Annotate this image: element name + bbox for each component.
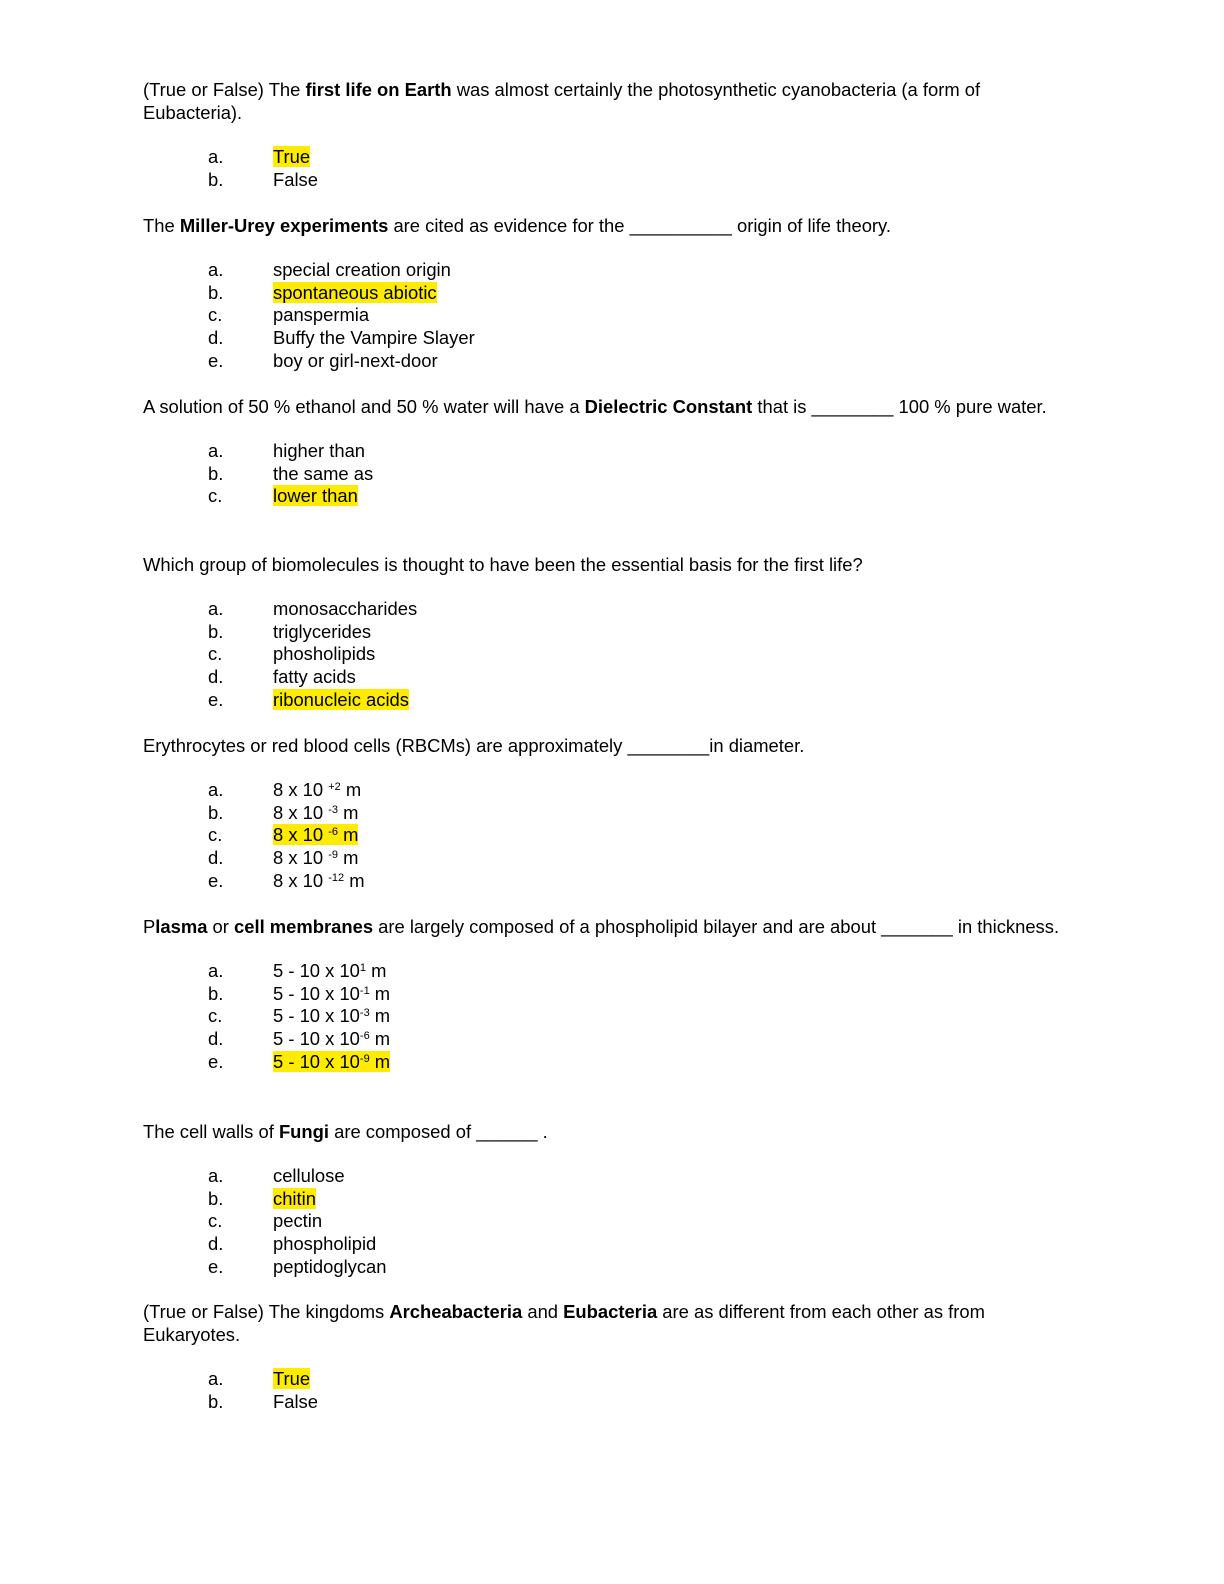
answer-option — [143, 259, 1073, 282]
answer-option — [143, 824, 1073, 847]
question-text-segment: (True or False) The kingdoms — [143, 1301, 390, 1322]
option-letter: b. — [208, 462, 224, 484]
option-text — [273, 1391, 318, 1412]
answer-option — [143, 1005, 1073, 1028]
option-text-part: m — [369, 1050, 391, 1072]
question-text-segment: (True or False) The — [143, 79, 306, 100]
key-term: Eubacteria — [563, 1301, 658, 1322]
answer-options — [143, 259, 1073, 372]
answer-options — [143, 146, 1073, 191]
answer-options — [143, 1368, 1073, 1413]
answer-option — [143, 1368, 1073, 1391]
question-text-segment: or — [207, 916, 235, 937]
option-text-part: phosholipids — [273, 643, 376, 665]
option-letter: a. — [208, 440, 224, 461]
option-text-part: 8 x 10 — [273, 801, 329, 823]
option-text-part: m — [369, 1005, 391, 1027]
question-text — [143, 553, 1073, 576]
option-text-part: m — [369, 982, 391, 1004]
option-text-part: lower than — [273, 485, 358, 507]
option-letter: c. — [208, 485, 223, 507]
exponent: -3 — [328, 803, 338, 816]
exponent: +2 — [328, 781, 341, 793]
key-term: lasma — [155, 916, 208, 937]
option-text — [273, 463, 373, 484]
option-letter: a. — [208, 146, 224, 167]
exponent: -12 — [328, 871, 345, 884]
option-letter: d. — [208, 666, 224, 688]
option-text-part: False — [273, 168, 318, 190]
answer-option — [143, 440, 1073, 463]
option-text — [273, 870, 365, 891]
option-letter: b. — [208, 168, 224, 190]
question-block — [143, 553, 1073, 711]
question-block — [143, 734, 1073, 892]
option-text-part: peptidoglycan — [273, 1255, 387, 1277]
option-text — [273, 350, 438, 371]
question-text-segment: Erythrocytes or red blood cells (RBCMs) are approximately ________in diameter. — [143, 735, 805, 756]
option-text-part: 8 x 10 — [273, 847, 329, 869]
option-text-part: special creation origin — [273, 259, 451, 280]
answer-option — [143, 689, 1073, 712]
option-text-part: 5 - 10 x 10 — [273, 960, 360, 981]
answer-option — [143, 1256, 1073, 1279]
option-text — [273, 327, 475, 348]
answer-option — [143, 983, 1073, 1006]
option-text — [273, 643, 375, 664]
option-text-part: triglycerides — [273, 620, 372, 642]
option-letter: a. — [208, 1165, 224, 1186]
question-text-segment: are as different from each other as from Eukaryotes. — [143, 1301, 985, 1345]
question-text-segment: are largely composed of a phospholipid bilayer and are about _______ in thickness. — [373, 916, 1060, 937]
answer-options — [143, 440, 1073, 508]
option-letter: d. — [208, 1028, 224, 1050]
option-letter: a. — [208, 259, 224, 280]
option-text-part: fatty acids — [273, 666, 356, 688]
answer-option — [143, 282, 1073, 305]
question-block — [143, 78, 1073, 191]
option-text — [273, 304, 369, 325]
exponent: -9 — [359, 1052, 370, 1065]
option-text-part: phospholipid — [273, 1233, 377, 1255]
option-letter: c. — [208, 1210, 223, 1232]
answer-option — [143, 621, 1073, 644]
option-text — [273, 1233, 376, 1254]
option-text — [273, 598, 417, 619]
option-text-part: m — [369, 1028, 391, 1050]
option-letter: b. — [208, 801, 224, 823]
option-text — [273, 440, 365, 461]
option-text-highlighted — [273, 824, 358, 845]
option-text — [273, 666, 356, 687]
answer-option — [143, 1028, 1073, 1051]
answer-option — [143, 802, 1073, 825]
option-text — [273, 259, 451, 280]
option-text-part: True — [273, 146, 311, 167]
option-letter: d. — [208, 1233, 224, 1255]
option-text-part: m — [340, 779, 362, 800]
answer-option — [143, 870, 1073, 893]
question-block — [143, 915, 1073, 1073]
question-text-segment: A solution of 50 % ethanol and 50 % water will have a — [143, 396, 585, 417]
option-text-part: 5 - 10 x 10 — [273, 1005, 360, 1027]
option-text-part: monosaccharides — [273, 598, 418, 619]
answer-options — [143, 779, 1073, 892]
option-text-highlighted — [273, 1051, 390, 1072]
option-letter: b. — [208, 281, 224, 303]
option-text-part: True — [273, 1368, 311, 1389]
question-text — [143, 915, 1073, 938]
answer-option — [143, 1210, 1073, 1233]
answer-options — [143, 1165, 1073, 1278]
question-text — [143, 395, 1073, 418]
question-block — [143, 1300, 1073, 1413]
answer-option — [143, 1165, 1073, 1188]
key-term: Miller-Urey experiments — [179, 215, 389, 236]
option-letter: b. — [208, 620, 224, 642]
option-text — [273, 1256, 387, 1277]
key-term: Archeabacteria — [389, 1301, 523, 1322]
option-text-part: 8 x 10 — [273, 869, 329, 891]
option-text-highlighted — [273, 689, 409, 710]
question-text-segment: Which group of biomolecules is thought to have been the essential basis for the first life? — [143, 554, 863, 575]
question-text-segment: was almost certainly the photosynthetic cyanobacteria (a form of Eubacteria). — [143, 79, 981, 123]
option-letter: e. — [208, 349, 224, 371]
option-text-part: 5 - 10 x 10 — [273, 1028, 360, 1050]
option-text — [273, 847, 358, 868]
exponent: -9 — [328, 849, 338, 862]
option-text-part: chitin — [273, 1187, 316, 1209]
option-letter: c. — [208, 1005, 223, 1027]
question-text-segment: The cell walls of — [143, 1121, 279, 1142]
exponent: -3 — [359, 1007, 370, 1020]
question-text-segment: and — [522, 1301, 564, 1322]
option-letter: b. — [208, 982, 224, 1004]
question-text-segment: are composed of ______ . — [328, 1121, 548, 1142]
answer-option — [143, 779, 1073, 802]
option-letter: a. — [208, 960, 224, 981]
question-block — [143, 395, 1073, 508]
option-text-part: boy or girl-next-door — [273, 349, 438, 371]
exponent: 1 — [359, 962, 367, 974]
option-letter: e. — [208, 688, 224, 710]
option-letter: a. — [208, 779, 224, 800]
question-text — [143, 78, 1073, 124]
question-block — [143, 214, 1073, 372]
option-letter: a. — [208, 598, 224, 619]
question-text — [143, 1120, 1073, 1143]
answer-option — [143, 847, 1073, 870]
option-text-part: 8 x 10 — [273, 779, 329, 800]
option-letter: d. — [208, 327, 224, 349]
option-letter: e. — [208, 1255, 224, 1277]
option-letter: d. — [208, 847, 224, 869]
answer-option — [143, 485, 1073, 508]
answer-option — [143, 169, 1073, 192]
answer-option — [143, 1233, 1073, 1256]
option-text-part: m — [338, 824, 359, 846]
answer-option — [143, 146, 1073, 169]
option-text-part: higher than — [273, 440, 366, 461]
key-term: Dielectric Constant — [584, 396, 753, 417]
answer-options — [143, 960, 1073, 1073]
answer-option — [143, 1188, 1073, 1211]
option-text-highlighted — [273, 1368, 310, 1389]
question-text — [143, 214, 1073, 237]
option-letter: c. — [208, 824, 223, 846]
answer-option — [143, 643, 1073, 666]
key-term: Fungi — [278, 1121, 329, 1142]
option-text-part: m — [338, 847, 359, 869]
exponent: -6 — [359, 1030, 370, 1043]
option-text-part: Buffy the Vampire Slayer — [273, 327, 475, 349]
option-text-part: the same as — [273, 462, 374, 484]
question-text — [143, 1300, 1073, 1346]
question-text-segment: P — [143, 916, 156, 937]
option-text — [273, 779, 361, 800]
option-text-part: cellulose — [273, 1165, 345, 1186]
option-text — [273, 1210, 322, 1231]
answer-options — [143, 598, 1073, 711]
exponent: -1 — [359, 984, 370, 997]
option-text-highlighted — [273, 282, 437, 303]
answer-option — [143, 666, 1073, 689]
answer-option — [143, 350, 1073, 373]
option-text-part: m — [338, 801, 359, 823]
option-letter: e. — [208, 1050, 224, 1072]
answer-option — [143, 598, 1073, 621]
option-text — [273, 1028, 390, 1049]
option-text-highlighted — [273, 485, 358, 506]
option-letter: c. — [208, 304, 223, 326]
option-text-highlighted — [273, 146, 310, 167]
question-text-segment: that is ________ 100 % pure water. — [752, 396, 1047, 417]
answer-option — [143, 1051, 1073, 1074]
key-term: cell membranes — [234, 916, 374, 937]
option-text-part: m — [366, 960, 387, 981]
option-text-part: m — [344, 869, 365, 891]
option-text-part: 5 - 10 x 10 — [273, 1050, 360, 1072]
option-text — [273, 983, 390, 1004]
option-text-part: ribonucleic acids — [273, 688, 409, 710]
question-block — [143, 1120, 1073, 1278]
answer-option — [143, 304, 1073, 327]
option-letter: b. — [208, 1390, 224, 1412]
option-letter: b. — [208, 1187, 224, 1209]
answer-option — [143, 327, 1073, 350]
answer-option — [143, 463, 1073, 486]
option-text-highlighted — [273, 1188, 316, 1209]
option-text-part: 8 x 10 — [273, 824, 329, 846]
option-text-part: spontaneous abiotic — [273, 281, 437, 303]
answer-option — [143, 960, 1073, 983]
key-term: first life on Earth — [305, 79, 452, 100]
option-text-part: pectin — [273, 1210, 323, 1232]
question-text-segment: The — [143, 215, 180, 236]
option-letter: e. — [208, 869, 224, 891]
option-text-part: panspermia — [273, 304, 370, 326]
option-text — [273, 802, 358, 823]
option-text — [273, 960, 386, 981]
exponent: -6 — [328, 826, 338, 839]
option-text — [273, 1005, 390, 1026]
option-text-part: False — [273, 1390, 318, 1412]
option-letter: a. — [208, 1368, 224, 1389]
option-text — [273, 169, 318, 190]
answer-option — [143, 1391, 1073, 1414]
question-text — [143, 734, 1073, 757]
option-text — [273, 1165, 345, 1186]
option-text — [273, 621, 371, 642]
option-letter: c. — [208, 643, 223, 665]
question-text-segment: are cited as evidence for the __________ origin of life theory. — [388, 215, 891, 236]
option-text-part: 5 - 10 x 10 — [273, 982, 360, 1004]
